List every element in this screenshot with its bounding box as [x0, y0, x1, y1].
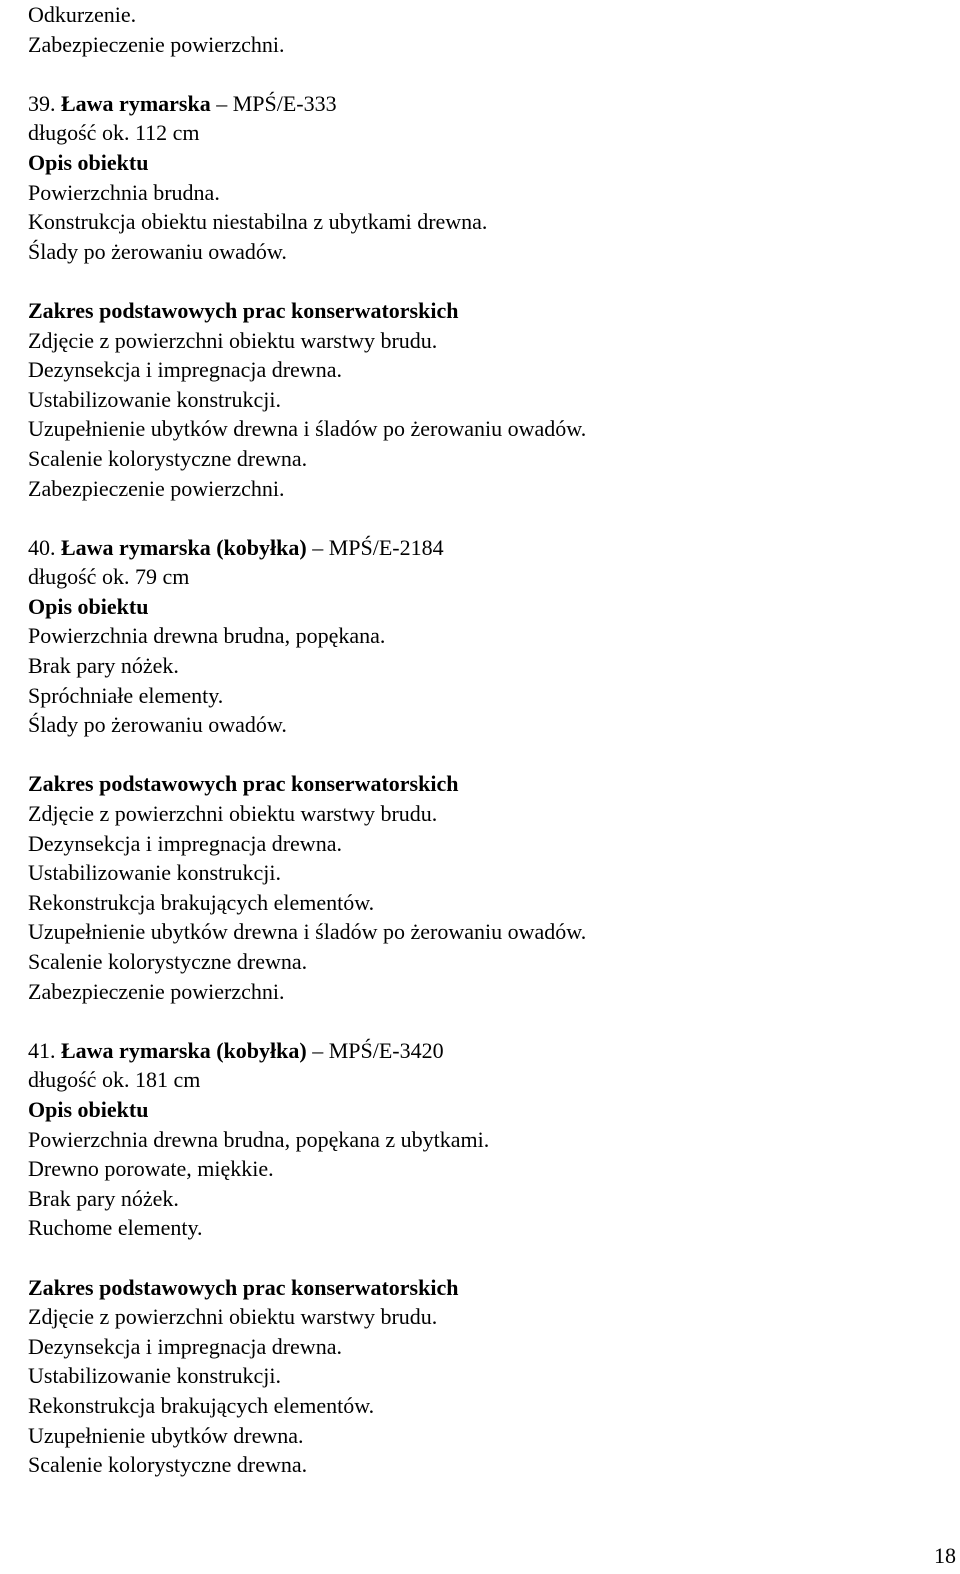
dash: – — [216, 90, 228, 116]
item-number: 39. — [28, 90, 56, 116]
item-length: długość ok. 79 cm — [28, 564, 190, 590]
works-heading: Zakres podstawowych prac konserwatorskich — [28, 297, 459, 323]
works-line: Scalenie kolorystyczne drewna. — [28, 1452, 308, 1478]
works-line: Uzupełnienie ubytków drewna. — [28, 1422, 304, 1448]
item-header — [28, 1036, 928, 1066]
item-code: MPŚ/E-2184 — [328, 534, 444, 560]
description-line: Powierzchnia brudna. — [28, 179, 220, 205]
description-line: Spróchniałe elementy. — [28, 682, 224, 708]
item-number: 40. — [28, 534, 56, 560]
description-line: Brak pary nóżek. — [28, 653, 179, 679]
works-line: Zdjęcie z powierzchni obiektu warstwy brudu. — [28, 1304, 438, 1330]
description-line: Brak pary nóżek. — [28, 1185, 179, 1211]
works-line: Ustabilizowanie konstrukcji. — [28, 386, 281, 412]
description-line: Powierzchnia drewna brudna, popękana. — [28, 623, 386, 649]
description-line: Drewno porowate, miękkie. — [28, 1156, 274, 1182]
item-title: Ława rymarska (kobyłka) — [61, 534, 307, 560]
item-header — [28, 89, 928, 119]
works-line: Rekonstrukcja brakujących elementów. — [28, 1392, 375, 1418]
description-line: Ślady po żerowaniu owadów. — [28, 238, 287, 264]
description-heading: Opis obiektu — [28, 593, 149, 619]
works-line: Dezynsekcja i impregnacja drewna. — [28, 830, 342, 856]
text-line: Zabezpieczenie powierzchni. — [28, 31, 285, 57]
works-heading: Zakres podstawowych prac konserwatorskich — [28, 1274, 459, 1300]
works-heading: Zakres podstawowych prac konserwatorskich — [28, 771, 459, 797]
description-line: Ślady po żerowaniu owadów. — [28, 712, 287, 738]
description-line: Ruchome elementy. — [28, 1215, 203, 1241]
dash: – — [312, 534, 324, 560]
description-heading: Opis obiektu — [28, 1096, 149, 1122]
works-line: Scalenie kolorystyczne drewna. — [28, 949, 308, 974]
works-line: Zdjęcie z powierzchni obiektu warstwy brudu. — [28, 801, 438, 827]
description-line: Konstrukcja obiektu niestabilna z ubytkami drewna. — [28, 209, 488, 235]
works-line: Zabezpieczenie powierzchni. — [28, 475, 285, 501]
item-code: MPŚ/E-3420 — [328, 1037, 444, 1063]
text-line: Odkurzenie. — [28, 2, 137, 27]
dash: – — [312, 1037, 324, 1063]
item-number: 41. — [28, 1037, 56, 1063]
works-line: Ustabilizowanie konstrukcji. — [28, 860, 281, 886]
page-number — [0, 1541, 960, 1570]
item-header — [28, 533, 928, 563]
works-line: Rekonstrukcja brakujących elementów. — [28, 889, 375, 915]
works-line: Zabezpieczenie powierzchni. — [28, 978, 285, 1004]
item-title: Ława rymarska — [61, 90, 211, 116]
item-title: Ława rymarska (kobyłka) — [61, 1037, 307, 1063]
description-heading: Opis obiektu — [28, 149, 149, 175]
description-line: Powierzchnia drewna brudna, popękana z ubytkami. — [28, 1126, 490, 1152]
works-line: Scalenie kolorystyczne drewna. — [28, 445, 308, 471]
item-length: długość ok. 181 cm — [28, 1067, 201, 1093]
page-number-text: 18 — [934, 1543, 956, 1568]
works-line: Dezynsekcja i impregnacja drewna. — [28, 1333, 342, 1359]
works-line: Dezynsekcja i impregnacja drewna. — [28, 357, 342, 383]
works-line: Ustabilizowanie konstrukcji. — [28, 1363, 281, 1389]
document-page — [28, 0, 928, 1480]
item-code: MPŚ/E-333 — [232, 90, 337, 116]
works-line: Uzupełnienie ubytków drewna i śladów po żerowaniu owadów. — [28, 919, 587, 945]
works-line: Zdjęcie z powierzchni obiektu warstwy brudu. — [28, 327, 438, 353]
works-line: Uzupełnienie ubytków drewna i śladów po żerowaniu owadów. — [28, 416, 587, 442]
item-length: długość ok. 112 cm — [28, 120, 200, 146]
